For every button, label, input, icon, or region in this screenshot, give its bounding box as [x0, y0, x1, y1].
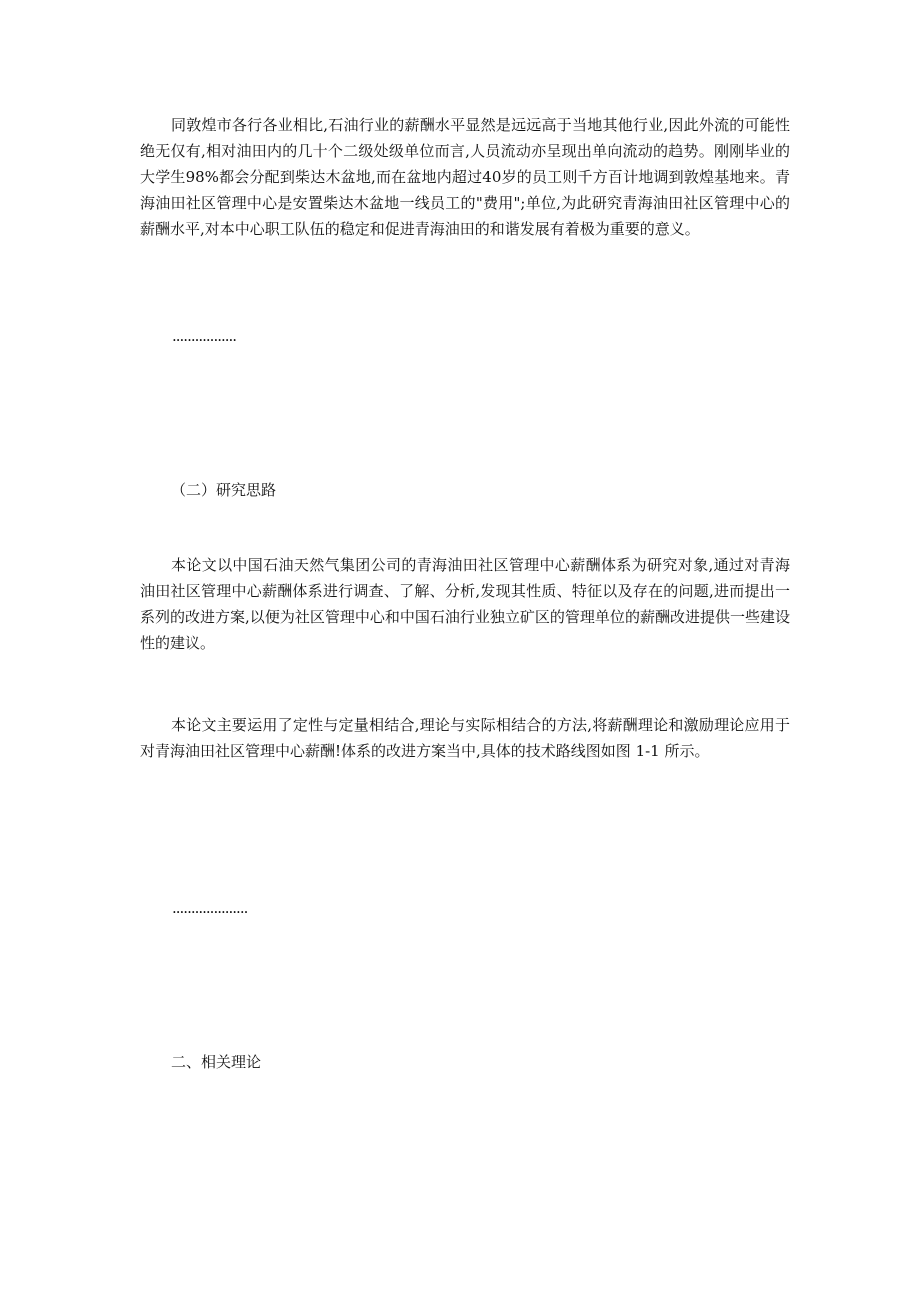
section-heading-research-approach: （二）研究思路 [171, 481, 277, 499]
chapter-heading-related-theory: 二、相关理论 [171, 1053, 262, 1071]
paragraph-salary-comparison: 同敦煌市各行各业相比,石油行业的薪酬水平显然是远远高于当地其他行业,因此外流的可能性绝无仅有,相对油田内的几十个二级处级单位而言,人员流动亦呈现出单向流动的趋势。刚刚毕业的大学生98%都会分配到柴达木盆地,而在盆地内超过40岁的员工则千方百计地调到敦煌基地来。青海油田社区管理中心是安置柴达木盆地一线员工的"费用";单位,为此研究青海油田社区管理中心的薪酬水平,对本中心职工队伍的稳定和促进青海油田的和谐发展有着极为重要的意义。 [140, 116, 790, 238]
paragraph-research-method: 本论文主要运用了定性与定量相结合,理论与实际相结合的方法,将薪酬理论和激励理论应用于对青海油田社区管理中心薪酬!体系的改进方案当中,具体的技术路线图如图 1-1 所示。 [140, 716, 790, 760]
ellipsis-separator: ................. [172, 327, 237, 345]
ellipsis-separator: .................... [172, 899, 248, 917]
paragraph-research-object: 本论文以中国石油天然气集团公司的青海油田社区管理中心薪酬体系为研究对象,通过对青海油田社区管理中心薪酬体系进行调查、了解、分析,发现其性质、特征以及存在的问题,进而提出一系列的改进方案,以便为社区管理中心和中国石油行业独立矿区的管理单位的薪酬改进提供一些建设性的建议。 [140, 556, 790, 652]
